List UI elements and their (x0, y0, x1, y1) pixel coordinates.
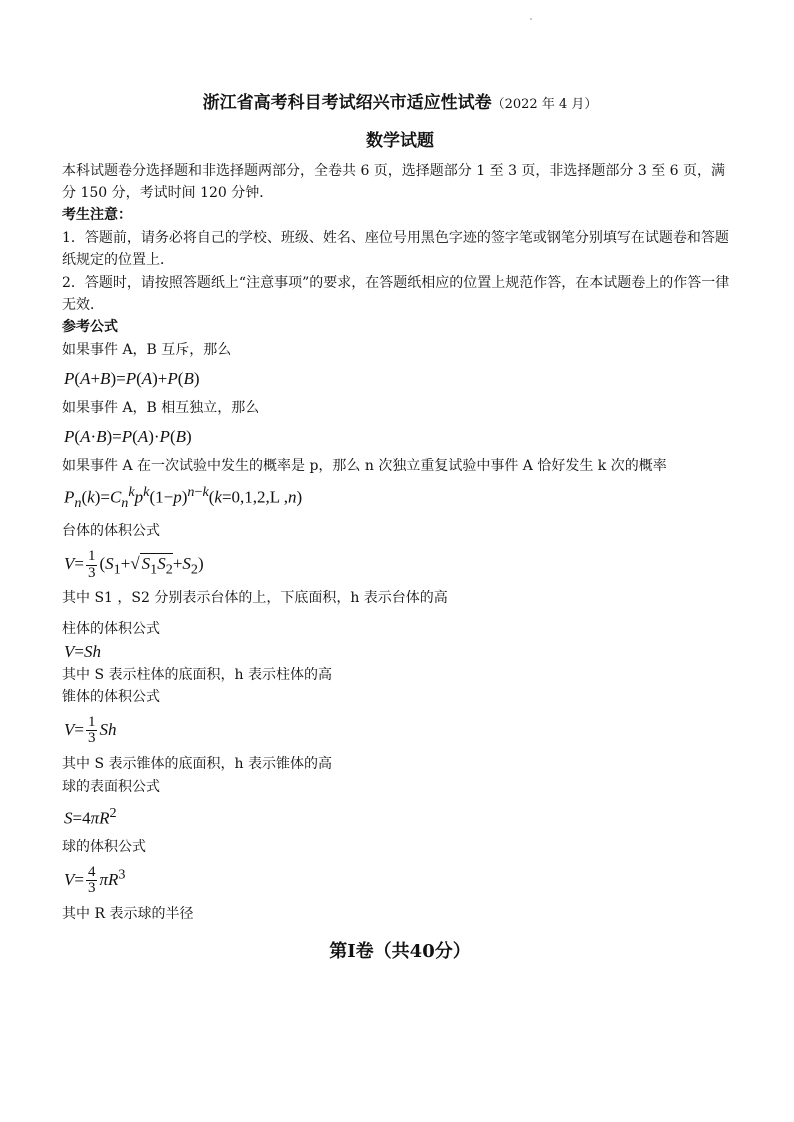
prism-title: 柱体的体积公式 (62, 620, 160, 637)
indep-formula: P(A·B)=P(A)·P(B) (64, 427, 192, 447)
exam-title-text: 浙江省高考科目考试绍兴市适应性试卷 (202, 93, 492, 113)
scan-dot (530, 18, 532, 20)
prism-note: 其中 S 表示柱体的底面积，h 表示柱体的高 (62, 666, 332, 683)
mutex-text: 如果事件 A，B 互斥，那么 (62, 341, 232, 358)
cone-formula: V= $\frac{1}{3}$ Sh (64, 713, 117, 747)
binom-text: 如果事件 A 在一次试验中发生的概率是 p，那么 n 次独立重复试验中事件 A 恰好发生 k 次的概率 (62, 458, 667, 475)
sphere-area-title: 球的表面积公式 (62, 778, 160, 795)
notes-heading: 考生注意： (62, 207, 132, 224)
exam-page (62, 92, 738, 966)
prism-formula: V=Sh (64, 642, 101, 662)
sphere-area-formula: $S=4\pi R^2$ (64, 804, 117, 828)
fraction-one-third-cone: $\frac{1}{3}$ (87, 713, 96, 747)
cone-title: 锥体的体积公式 (62, 689, 160, 706)
sphere-vol-formula: V= $\frac{4}{3}$ $\pi R^3$ (64, 863, 126, 897)
indep-text: 如果事件 A，B 相互独立，那么 (62, 399, 260, 416)
intro-text: 本科试题卷分选择题和非选择题两部分，全卷共 6 页，选择题部分 1 至 3 页，非选择题部分 3 至 6 页，满分 150 分，考试时间 120 分钟． (62, 162, 726, 201)
subject-title: 数学试题 (366, 130, 434, 151)
fraction-one-third: $\frac{1}{3}$ (87, 547, 96, 581)
exam-title (62, 92, 738, 116)
sphere-vol-note: 其中 R 表示球的半径 (62, 906, 194, 923)
frustum-title: 台体的体积公式 (62, 523, 160, 540)
fraction-four-thirds: $\frac{4}{3}$ (87, 863, 96, 897)
binom-formula: $P_n(k)=C_n^kp^k(1-p)^{n-k}(k=0,1,2,L$ ,n) (64, 484, 303, 512)
note-item-2: 2．答题时，请按照答题纸上“注意事项”的要求，在答题纸相应的位置上规范作答，在本试题卷上的作答一律无效． (62, 274, 730, 313)
exam-title-date: （2022 年 4 月） (491, 97, 598, 112)
sphere-vol-title: 球的体积公式 (62, 839, 146, 856)
cone-note: 其中 S 表示锥体的底面积，h 表示锥体的高 (62, 756, 332, 773)
note-item-1: 1．答题前，请务必将自己的学校、班级、姓名、座位号用黑色字迹的签字笔或钢笔分别填写在试题卷和答题纸规定的位置上． (62, 229, 729, 269)
frustum-note: 其中 S1 ，S2 分别表示台体的上，下底面积，h 表示台体的高 (62, 590, 448, 607)
mutex-formula: P(A+B)=P(A)+P(B) (64, 369, 200, 389)
frustum-formula: V= $\frac{1}{3}$ ($S_1+√$ $S_1S_2+S_2$) (64, 547, 204, 581)
formulas-heading: 参考公式 (62, 319, 118, 336)
section-title: 第Ⅰ卷（共40分） (329, 940, 471, 962)
